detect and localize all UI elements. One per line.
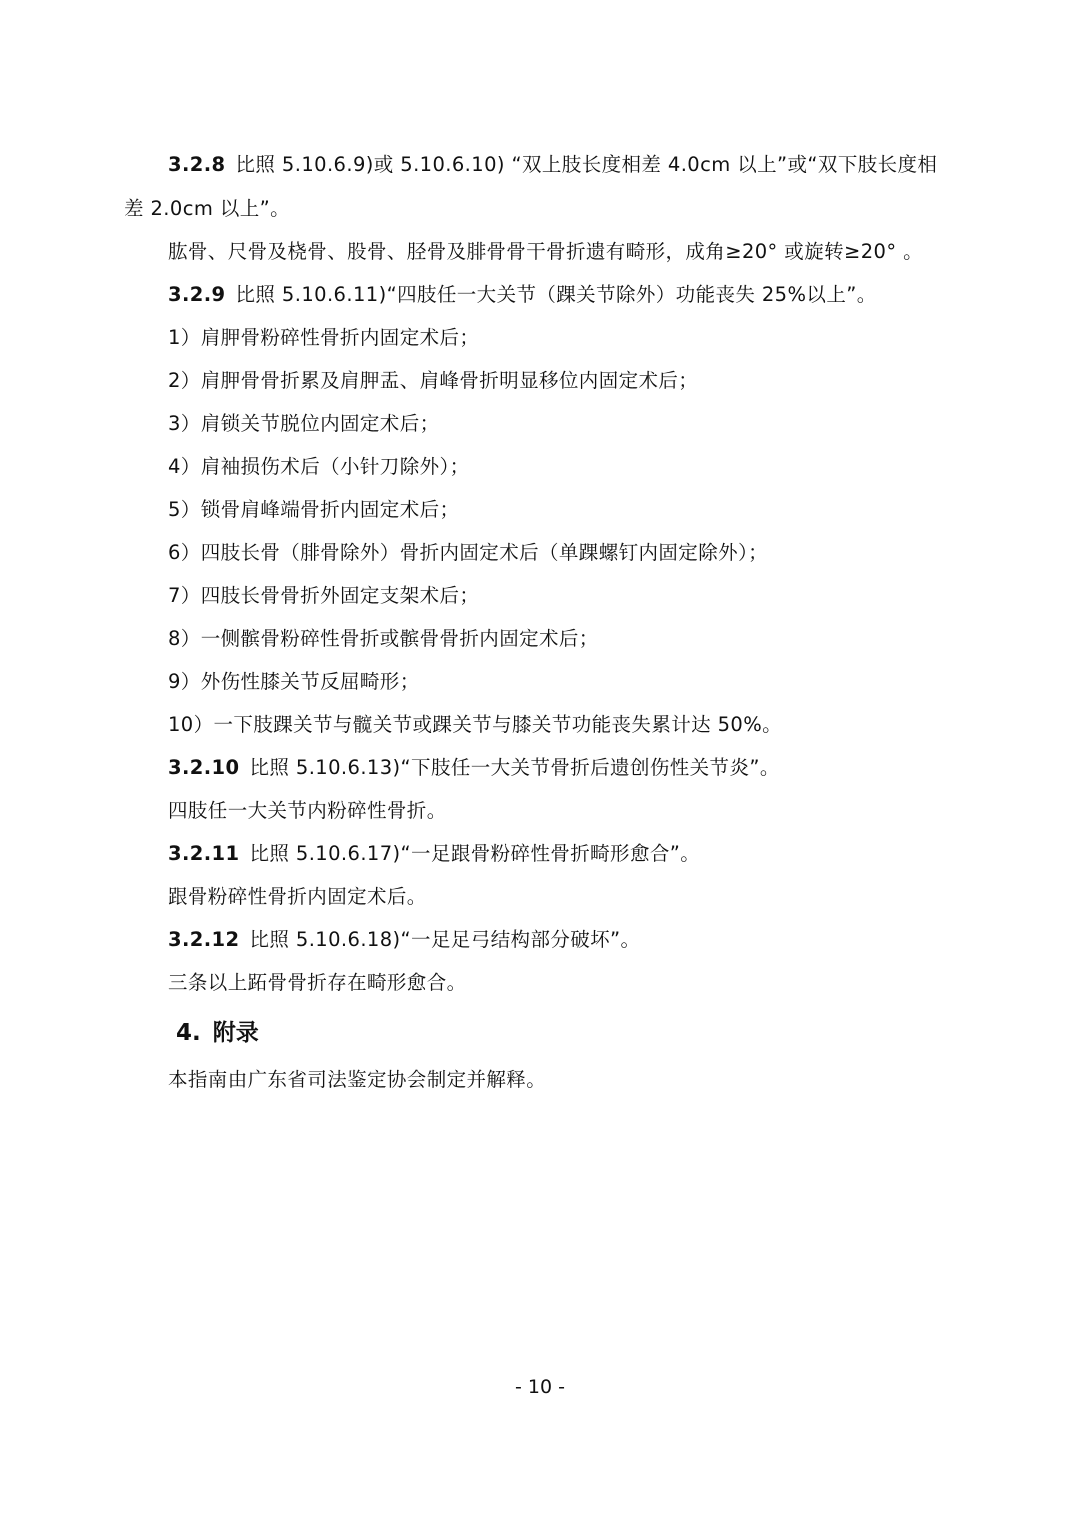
section-number: 4. <box>176 1020 201 1046</box>
paragraph-text: 三条以上跖骨骨折存在畸形愈合。 <box>168 971 467 994</box>
list-item <box>168 669 420 695</box>
list-item-text: 9）外伤性膝关节反屈畸形； <box>168 670 420 693</box>
clause-text: 比照 5.10.6.18)“一足足弓结构部分破坏”。 <box>249 928 641 951</box>
clause-3-2-10 <box>168 755 780 781</box>
paragraph-line <box>168 970 467 996</box>
list-item-text: 5）锁骨肩峰端骨折内固定术后； <box>168 498 460 521</box>
paragraph-line <box>168 798 447 824</box>
paragraph-line <box>168 884 427 910</box>
clause-number: 3.2.10 <box>168 756 240 779</box>
clause-text: 比照 5.10.6.9)或 5.10.6.10) “双上肢长度相差 4.0cm 以上”或“双下肢长度相 <box>235 153 938 176</box>
paragraph-text: 差 2.0cm 以上”。 <box>124 197 291 220</box>
list-item <box>168 325 479 351</box>
paragraph-line <box>168 1067 546 1093</box>
paragraph-text: 跟骨粉碎性骨折内固定术后。 <box>168 885 427 908</box>
clause-text: 比照 5.10.6.11)“四肢任一大关节（踝关节除外）功能丧失 25%以上”。 <box>235 283 877 306</box>
clause-3-2-9 <box>168 282 877 308</box>
list-item-text: 7）四肢长骨骨折外固定支架术后； <box>168 584 480 607</box>
clause-number: 3.2.11 <box>168 842 240 865</box>
list-item-text: 2）肩胛骨骨折累及肩胛盂、肩峰骨折明显移位内固定术后； <box>168 369 699 392</box>
list-item <box>168 411 440 437</box>
list-item-text: 4）肩袖损伤术后（小针刀除外）； <box>168 455 470 478</box>
list-item <box>168 712 782 738</box>
clause-3-2-11 <box>168 841 700 867</box>
list-item-text: 8）一侧髌骨粉碎性骨折或髌骨骨折内固定术后； <box>168 627 599 650</box>
list-item <box>168 583 479 609</box>
list-item <box>168 368 698 394</box>
list-item-text: 1）肩胛骨粉碎性骨折内固定术后； <box>168 326 480 349</box>
list-item <box>168 497 459 523</box>
section-title: 附录 <box>212 1020 259 1046</box>
clause-number: 3.2.9 <box>168 283 226 306</box>
paragraph-line <box>168 239 923 265</box>
section-heading-appendix <box>176 1018 259 1048</box>
clause-number: 3.2.8 <box>168 153 226 176</box>
list-item-text: 3）肩锁关节脱位内固定术后； <box>168 412 440 435</box>
list-item <box>168 454 470 480</box>
list-item-text: 10）一下肢踝关节与髋关节或踝关节与膝关节功能丧失累计达 50%。 <box>168 713 783 736</box>
list-item-text: 6）四肢长骨（腓骨除外）骨折内固定术后（单踝螺钉内固定除外）； <box>168 541 769 564</box>
clause-3-2-8 <box>168 152 937 178</box>
paragraph-text: 四肢任一大关节内粉碎性骨折。 <box>168 799 447 822</box>
paragraph-text: 肱骨、尺骨及桡骨、股骨、胫骨及腓骨骨干骨折遗有畸形，成角≥20° 或旋转≥20° 。 <box>168 240 924 263</box>
list-item <box>168 540 768 566</box>
clause-text: 比照 5.10.6.13)“下肢任一大关节骨折后遗创伤性关节炎”。 <box>249 756 780 779</box>
list-item <box>168 626 599 652</box>
clause-text: 比照 5.10.6.17)“一足跟骨粉碎性骨折畸形愈合”。 <box>249 842 701 865</box>
page-number: - 10 - <box>515 1376 565 1398</box>
clause-3-2-12 <box>168 927 640 953</box>
paragraph-text: 本指南由广东省司法鉴定协会制定并解释。 <box>168 1068 547 1091</box>
paragraph-line <box>124 196 290 222</box>
clause-number: 3.2.12 <box>168 928 240 951</box>
